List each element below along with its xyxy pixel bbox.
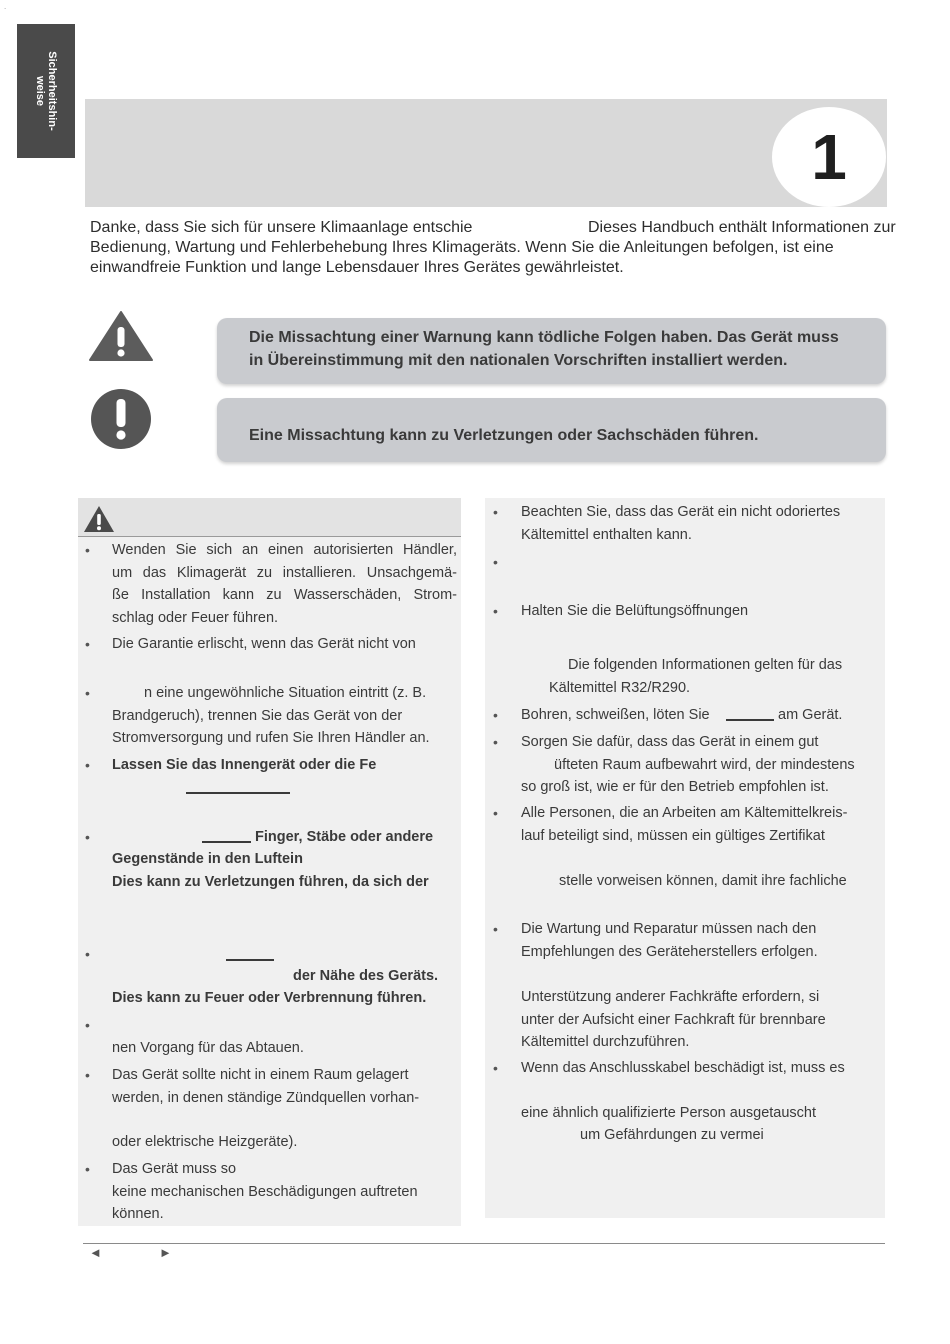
side-tab-label (34, 51, 58, 130)
bullet: • (85, 757, 90, 773)
bullet: • (85, 1067, 90, 1083)
blank-line (226, 959, 274, 961)
chapter-header-band (85, 99, 887, 207)
bullet: • (85, 542, 90, 558)
list-item: Die Garantie erlischt, wenn das Gerät nicht von (112, 636, 416, 652)
list-item: Gegenstände in den Luftein Dies kann zu Verletzungen führen, da sich der (112, 851, 429, 890)
list-item-part: um Gefährdungen zu vermei (580, 1127, 764, 1143)
list-item: Wenden Sie sich an einen autorisierten Händler, um das Klimagerät zu installieren. Unsachgemä- ße Installation kann zu Wasserschäden, Strom- schlag oder Feuer führen. (112, 542, 457, 626)
list-item: Alle Personen, die an Arbeiten am Kältemittelkreis- lauf beteiligt sind, müssen ein gültiges Zertifikat (521, 805, 848, 844)
list-item: Das Gerät sollte nicht in einem Raum gelagert werden, in denen ständige Zündquellen vorhan- (112, 1067, 420, 1106)
section-side-tab[interactable] (17, 24, 75, 158)
list-item: Die folgenden Informationen gelten für das Kältemittel R32/R290. (549, 657, 843, 696)
blank-line (202, 841, 251, 843)
bullet: • (85, 946, 90, 962)
intro-line3: einwandfreie Funktion und lange Lebensdauer Ihres Gerätes gewährleistet. (90, 259, 624, 276)
list-item-part: eine ähnlich qualifizierte Person ausgetauscht (521, 1105, 817, 1121)
list-item: Lassen Sie das Innengerät oder die Fe (112, 757, 377, 773)
next-page-arrow-icon[interactable]: ► (159, 1245, 172, 1260)
bullet: • (493, 734, 498, 750)
list-item: Die Wartung und Reparatur müssen nach den Empfehlungen des Geräteherstellers erfolgen. (521, 921, 818, 960)
intro-paragraph (90, 218, 920, 278)
list-item: nen Vorgang für das Abtauen. (112, 1040, 304, 1056)
intro-line2: Bedienung, Wartung und Fehlerbehebung Ihres Klimageräts. Wenn Sie die Anleitungen befolgen, ist eine (90, 239, 834, 256)
warning-triangle-icon (88, 310, 154, 362)
blank-line (186, 792, 290, 794)
list-item: Wenn das Anschlusskabel beschädigt ist, muss es (521, 1060, 845, 1076)
list-item-part: stelle vorweisen können, damit ihre fachliche (559, 873, 847, 889)
caution-text: Eine Missachtung kann zu Verletzungen oder Sachschäden führen. (249, 427, 759, 444)
bullet: • (493, 805, 498, 821)
warning-line1: Die Missachtung einer Warnung kann tödliche Folgen haben. Das Gerät muss (249, 329, 839, 346)
bullet: • (85, 1161, 90, 1177)
bullet: • (85, 1017, 90, 1033)
blank-line (726, 719, 774, 721)
list-item: Beachten Sie, dass das Gerät ein nicht odoriertes Kältemittel enthalten kann. (521, 504, 841, 543)
bullet: • (493, 554, 498, 570)
prev-page-arrow-icon[interactable]: ◄ (89, 1245, 102, 1260)
list-item: Unterstützung anderer Fachkräfte erfordern, si unter der Aufsicht einer Fachkraft für brennbare Kältemittel durchzuführen. (521, 989, 826, 1050)
caution-callout (217, 398, 886, 462)
chapter-number: 1 (772, 107, 886, 207)
corner-mark: . (4, 2, 7, 11)
bullet: • (85, 685, 90, 701)
list-item: Halten Sie die Belüftungsöffnungen (521, 603, 749, 619)
list-item: n eine ungewöhnliche Situation eintritt (z. B. Brandgeruch), trennen Sie das Gerät von der Stromversorgung und rufen Sie Ihren Händler an. (112, 685, 430, 746)
list-item-part: der Nähe des Geräts. (293, 968, 439, 984)
bullet: • (493, 504, 498, 520)
list-item-part: oder elektrische Heizgeräte). (112, 1134, 298, 1150)
caution-exclamation-icon (88, 388, 154, 450)
side-tab-label-line1: Sicherheitshin- (46, 51, 58, 131)
bullet: • (493, 707, 498, 723)
list-item-part: am Gerät. (778, 707, 843, 723)
warning-callout (217, 318, 886, 384)
bullet: • (493, 1060, 498, 1076)
list-item: Sorgen Sie dafür, dass das Gerät in einem gut üfteten Raum aufbewahrt wird, der mindestens so groß ist, wie er für den Betrieb empfohlen ist. (521, 734, 855, 795)
bullet: • (85, 636, 90, 652)
bullet: • (493, 603, 498, 619)
left-column-header (78, 498, 461, 537)
intro-line1a: Danke, dass Sie sich für unsere Klimaanlage entschie (90, 219, 473, 236)
list-item: Das Gerät muss so keine mechanischen Beschädigungen auftreten können. (112, 1161, 418, 1222)
intro-line1b: Dieses Handbuch enthält Informationen zur (588, 219, 896, 236)
warning-line2: in Übereinstimmung mit den nationalen Vorschriften installiert werden. (249, 352, 788, 369)
side-tab-label-line2: weise (34, 76, 46, 106)
bullet: • (85, 829, 90, 845)
list-item-part: Dies kann zu Feuer oder Verbrennung führen. (112, 990, 427, 1006)
warning-small-icon (83, 505, 115, 533)
footer-rule (83, 1243, 885, 1244)
list-item-part: Finger, Stäbe oder andere (255, 829, 434, 845)
list-item-part: Bohren, schweißen, löten Sie (521, 707, 710, 723)
bullet: • (493, 921, 498, 937)
